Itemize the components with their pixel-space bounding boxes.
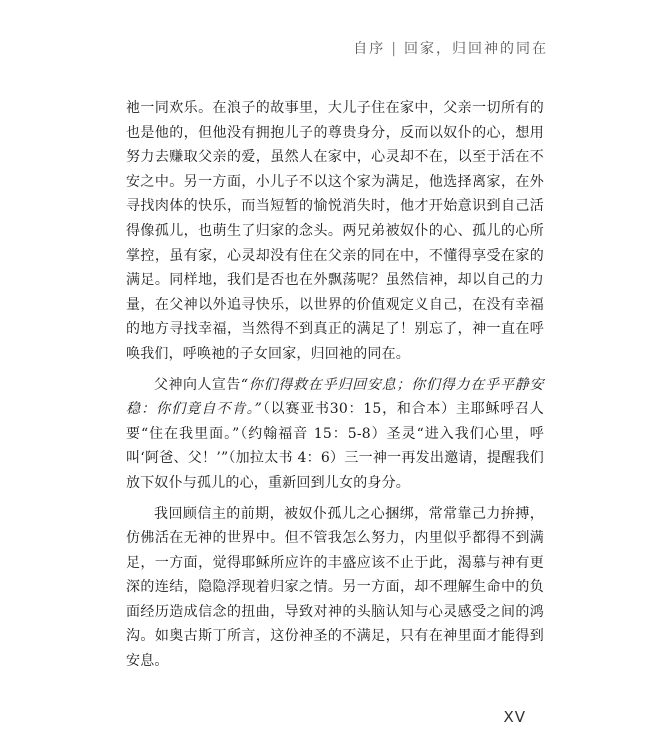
paragraph-3: 我回顾信主的前期，被奴仆孤儿之心捆绑，常常靠己力拚搏，仿佛活在无神的世界中。但不管我怎么努力，内里似乎都得不到满足，一方面，觉得耶稣所应许的丰盛应该不止于此，渴慕与神有更深的连结，隐隐浮现着归家之情。另一方面，却不理解生命中的负面经历造成信念的扭曲，导致对神的头脑认知与心灵感受之间的鸿沟。如奥古斯丁所言，这份神圣的不满足，只有在神里面才能得到安息。: [126, 505, 544, 670]
body-text: [126, 96, 544, 674]
header-chapter-title: 回家，归回神的同在: [404, 41, 548, 57]
paragraph-2-lead: 父神向人宣告: [154, 376, 241, 393]
paragraph-2: [126, 373, 544, 496]
scripture-quote: “你们得救在乎归回安息；你们得力在乎平静安稳：你们竟自不肯。”: [126, 376, 545, 418]
paragraph-1: 祂一同欢乐。在浪子的故事里，大儿子住在家中，父亲一切所有的也是他的，但他没有拥抱儿子的尊贵身分，反而以奴仆的心，想用努力去赚取父亲的爱，虽然人在家中，心灵却不在，以至于活在不安之中。另一方面，小儿子不以这个家为满足，他选择离家，在外寻找肉体的快乐，而当短暂的愉悦消失时，他才开始意识到自己活得像孤儿，也萌生了归家的念头。两兄弟被奴仆的心、孤儿的心所掌控，虽有家，心灵却没有住在父亲的同在中，不懂得享受在家的满足。同样地，我们是否也在外飘荡呢？虽然信神，却以自己的力量，在父神以外追寻快乐，以世界的价值观定义自己，在没有幸福的地方寻找幸福，当然得不到真正的满足了！别忘了，神一直在呼唤我们，呼唤祂的子女回家，归回祂的同在。: [126, 100, 544, 362]
paragraph-2-rest: （以赛亚书30：15，和合本）主耶稣呼召人要“住在我里面。”（约翰福音 15：5-8）圣灵“进入我们心里，呼叫‘阿爸、父！’”（加拉太书 4：6）三一神一再发出邀请，提醒我们放下奴仆与孤儿的心，重新回到儿女的身分。: [126, 401, 544, 491]
page-number: XV: [503, 708, 526, 726]
running-header: [353, 38, 548, 58]
header-separator: |: [391, 41, 398, 57]
header-section: 自序: [353, 41, 386, 57]
